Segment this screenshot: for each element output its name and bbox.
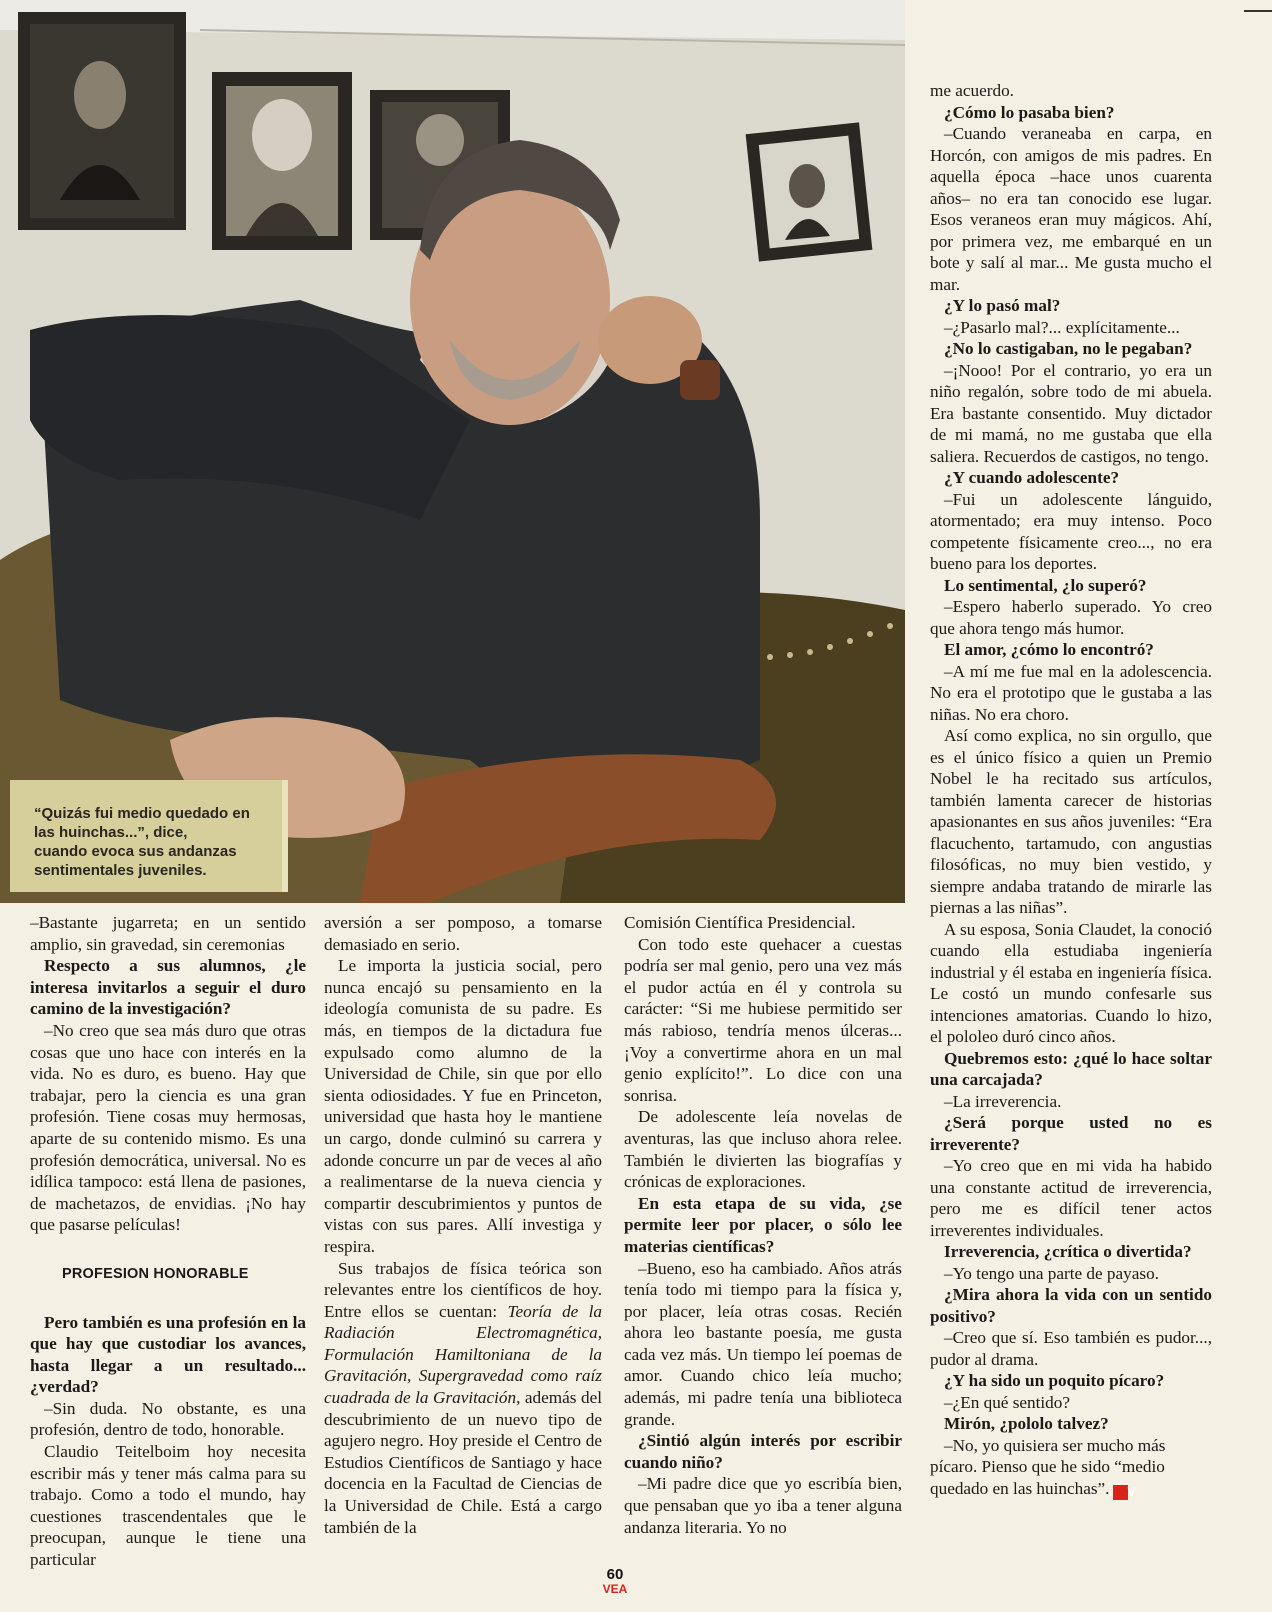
interview-question: En esta etapa de su vida, ¿se permite leer por placer, o sólo lee materias científicas?: [624, 1193, 902, 1256]
interview-question: Mirón, ¿pololo talvez?: [944, 1414, 1109, 1433]
caption-line: “Quizás fui medio quedado en: [34, 805, 250, 822]
interview-question: Quebremos esto: ¿qué lo hace soltar una carcajada?: [930, 1048, 1212, 1089]
article-column-1: [30, 912, 306, 1571]
interview-question: ¿Sintió algún interés por escribir cuando niño?: [624, 1431, 902, 1472]
caption-line: las huinchas...”, dice,: [34, 824, 188, 841]
interview-question: Respecto a sus alumnos, ¿le interesa invitarlos a seguir el duro camino de la investigación?: [30, 956, 306, 1019]
paragraph: A su esposa, Sonia Claudet, la conoció cuando ella estudiaba ingeniería industrial y él estaba en ingeniería física. Le costó un mundo confesarle sus intenciones amatorias. Cuando lo hizo, el pololeo duró cinco años.: [930, 919, 1212, 1046]
interview-answer: –Yo creo que en mi vida ha habido una constante actitud de irreverencia, pero me es difícil tener actos irreverentes individuales.: [930, 1156, 1212, 1240]
interview-answer: –Creo que sí. Eso también es pudor..., pudor al drama.: [930, 1328, 1212, 1369]
interview-answer: –¡Nooo! Por el contrario, yo era un niño regalón, sobre todo de mi abuela. Era bastante consentido. Muy dictador de mi mamá, no me gustaba que ella saliera. Recuerdos de castigos, no tengo.: [930, 360, 1212, 466]
interview-answer: –A mí me fue mal en la adolescencia. No era el prototipo que le gustaba a las niñas. No era choro.: [930, 661, 1212, 724]
paragraph: Con todo este quehacer a cuestas podría ser mal genio, pero una vez más el pudor actúa en él y controla su carácter: “Si me hubiese permitido ser más rabioso, tendría menos úlceras... ¡Voy a convertirme ahora en un mal genio explícito!”. Lo dice con una sonrisa.: [624, 934, 902, 1105]
interview-question: El amor, ¿cómo lo encontró?: [944, 640, 1154, 659]
paragraph: –Bastante jugarreta; en un sentido amplio, sin gravedad, sin ceremonias: [30, 913, 306, 954]
paragraph: De adolescente leía novelas de aventuras, las que incluso ahora relee. También le divierten las biografías y crónicas de exploraciones.: [624, 1107, 902, 1192]
caption-line: sentimentales juveniles.: [34, 862, 207, 879]
photo-illustration: [0, 0, 905, 903]
section-subhead: PROFESION HONORABLE: [62, 1265, 249, 1282]
magazine-name: VEA: [602, 1582, 628, 1596]
interview-question: ¿Mira ahora la vida con un sentido positivo?: [930, 1285, 1212, 1326]
end-mark-icon: V: [1113, 1485, 1128, 1500]
interview-question: ¿Cómo lo pasaba bien?: [944, 102, 1115, 122]
caption-line: cuando evoca sus andanzas: [34, 843, 237, 860]
article-column-2: [324, 912, 602, 1538]
paragraph-text: , además del descubrimiento de un nuevo tipo de agujero negro. Hoy preside el Centro de Estudios Científicos de Santiago y hace docencia en la Facultad de Ciencias de la Universidad de Chile. Está a cargo también de la: [324, 1388, 602, 1537]
interview-answer: –Cuando veraneaba en carpa, en Horcón, con amigos de mis padres. En aquella época –hace unos cuarenta años– no era tan conocido ese lugar. Esos veraneos eran muy mágicos. Ahí, por primera vez, me embarqué en un bote y salí al mar... Me gusta mucho el mar.: [930, 124, 1212, 294]
page-number: 60: [606, 1566, 624, 1583]
interview-question: Lo sentimental, ¿lo superó?: [944, 575, 1147, 595]
interview-answer: –Mi padre dice que yo escribía bien, que pensaban que yo iba a tener alguna andanza literaria. Yo no: [624, 1474, 902, 1537]
interview-answer: –Espero haberlo superado. Yo creo que ahora tengo más humor.: [930, 597, 1212, 638]
works-list: Teoría de la Radiación Electromagnética, Formulación Hamiltoniana de la Gravitación, Supergravedad como raíz cuadrada de la Gravitación: [324, 1301, 602, 1408]
interview-question: ¿Y lo pasó mal?: [944, 296, 1061, 315]
interview-question: ¿No lo castigaban, no le pegaban?: [944, 339, 1193, 358]
portrait-frame-4: [746, 122, 873, 261]
photo-caption: [10, 780, 288, 892]
interview-answer: [930, 1435, 1212, 1500]
paragraph: Claudio Teitelboim hoy necesita escribir más y tener más calma para su trabajo. Como a todo el mundo, hay cuestiones trascendentales que le preocupan, aunque le tiene una particular: [30, 1442, 306, 1570]
paragraph: Le importa la justicia social, pero nunca encajó su pensamiento en la ideología comunista de su padre. Es más, en tiempos de la dictadura fue expulsado como alumno de la Universidad de Chile, sin que por ello sienta odiosidades. Y fue en Princeton, universidad que hasta hoy le mantiene un cargo, donde culminó su carrera y adonde concurre un par de veces al año a realimentarse de la nueva ciencia y compartir descubrimientos y puntos de vistas con sus pares. Allí investiga y respira.: [324, 956, 602, 1256]
portrait-frame-1: [18, 12, 186, 230]
paragraph: [324, 1258, 602, 1539]
interview-answer: –Bueno, eso ha cambiado. Años atrás tenía todo mi tiempo para la física y, por placer, leía otras cosas. Recién ahora leo bastante poesía, me gusta cada vez más. Un tiempo leí poemas de amor. Cuando chico leía mucho; además, mi padre tenía una biblioteca grande.: [624, 1258, 902, 1429]
page-edge-rule: [1244, 10, 1272, 12]
interview-question: Irreverencia, ¿crítica o divertida?: [944, 1242, 1192, 1261]
interview-answer: –Fui un adolescente lánguido, atormentado; era muy intenso. Poco competente físicamente creo..., no era bueno para los deportes.: [930, 489, 1212, 573]
interview-question: ¿Y ha sido un poquito pícaro?: [944, 1371, 1165, 1390]
interview-answer: –¿Pasarlo mal?... explícitamente...: [944, 317, 1180, 337]
photo: [0, 0, 905, 903]
interview-answer: –No creo que sea más duro que otras cosas que uno hace con interés en la vida. No es duro, es bueno. Hay que trabajar, pero la ciencia es una gran profesión. Tiene cosas muy hermosas, aparte de su contenido mismo. Es una profesión democrática, universal. No es idílica tampoco: está llena de pasiones, de machetazos, de envidias. ¡No hay que pasarse películas!: [30, 1020, 306, 1235]
paragraph: Comisión Científica Presidencial.: [624, 913, 856, 932]
interview-question: ¿Y cuando adolescente?: [944, 468, 1120, 487]
interview-answer: –Yo tengo una parte de payaso.: [944, 1263, 1159, 1283]
interview-answer: –La irreverencia.: [944, 1091, 1062, 1111]
article-column-4: [930, 80, 1212, 1500]
paragraph: Así como explica, no sin orgullo, que es el único físico a quien un Premio Nobel le ha recitado sus artículos, también lamenta carecer de historias apasionantes en sus años juveniles: “Era flacuchento, tartamudo, con angustias filosóficas, no muy bien vestido, y siempre andaba tratando de mirarle las piernas a las niñas”.: [930, 726, 1212, 917]
interview-question: Pero también es una profesión en la que hay que custodiar los avances, hasta llegar a un resultado... ¿verdad?: [30, 1312, 306, 1397]
portrait-frame-2: [212, 72, 352, 250]
interview-answer: –¿En qué sentido?: [944, 1392, 1071, 1412]
article-column-3: [624, 912, 902, 1538]
paragraph: aversión a ser pomposo, a tomarse demasiado en serio.: [324, 913, 602, 954]
answer-text: –No, yo quisiera ser mucho más pícaro. Pienso que he sido “medio quedado en las huinchas”.: [930, 1435, 1166, 1498]
paragraph-text: Sus trabajos de física teórica son relevantes entre los científicos de hoy. Entre ellos se cuentan:: [324, 1258, 602, 1321]
interview-answer: –Sin duda. No obstante, es una profesión, dentro de todo, honorable.: [30, 1398, 306, 1440]
interview-question: ¿Será porque usted no es irreverente?: [930, 1113, 1212, 1154]
paragraph: me acuerdo.: [930, 81, 1014, 100]
page-footer: [590, 1567, 640, 1597]
